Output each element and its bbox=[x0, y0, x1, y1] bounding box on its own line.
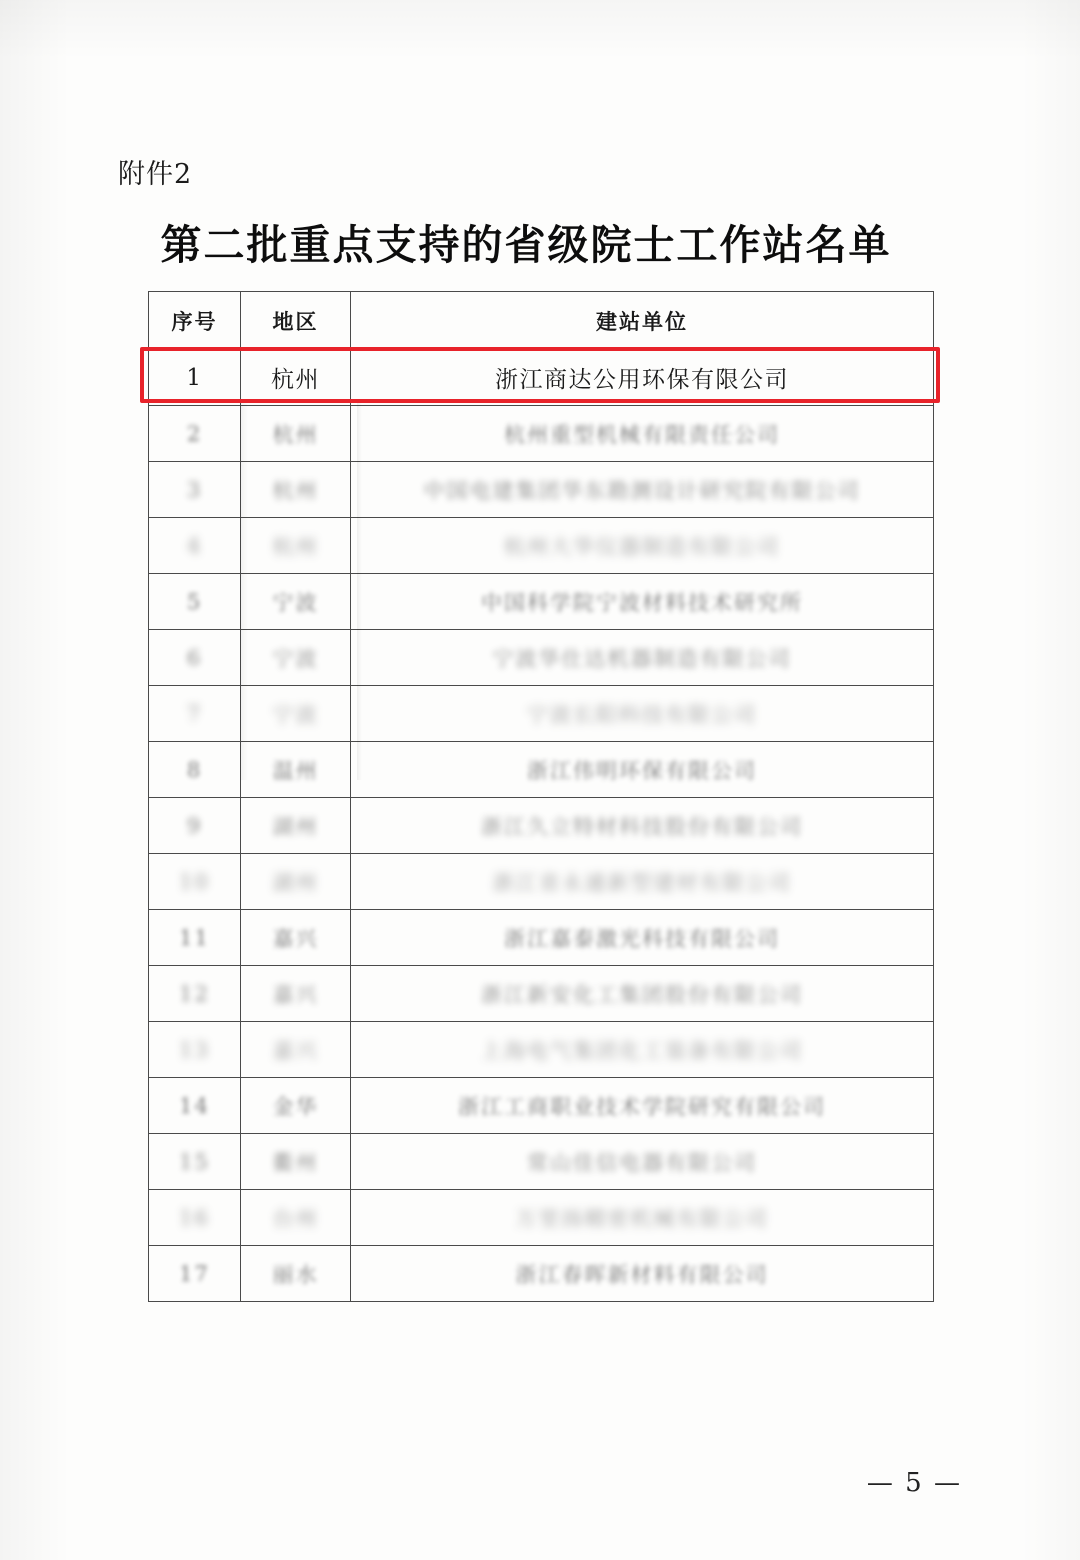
table-header bbox=[149, 292, 934, 350]
redacted-text: 温州 bbox=[272, 758, 319, 783]
cell-no: 1 bbox=[149, 350, 241, 406]
redacted-text: 杭州大华仪器制造有限公司 bbox=[504, 534, 780, 559]
cell-unit bbox=[351, 1246, 934, 1302]
redacted-text: 14 bbox=[179, 1093, 210, 1118]
cell-no bbox=[149, 742, 241, 798]
redacted-text: 5 bbox=[186, 589, 203, 614]
redacted-text: 3 bbox=[186, 477, 203, 502]
redacted-text: 丽水 bbox=[272, 1262, 319, 1287]
redacted-text: 杭州 bbox=[272, 478, 319, 503]
cell-region: 杭州 bbox=[241, 350, 351, 406]
cell-unit bbox=[351, 406, 934, 462]
cell-unit bbox=[351, 686, 934, 742]
cell-no bbox=[149, 798, 241, 854]
cell-no bbox=[149, 1022, 241, 1078]
table-row bbox=[149, 742, 934, 798]
redacted-text: 8 bbox=[186, 757, 203, 782]
cell-unit bbox=[351, 1190, 934, 1246]
cell-unit bbox=[351, 574, 934, 630]
redacted-text: 宁波长阳科技有限公司 bbox=[527, 702, 757, 727]
cell-region bbox=[241, 406, 351, 462]
redacted-text: 湖州 bbox=[272, 870, 319, 895]
table-row bbox=[149, 854, 934, 910]
cell-no bbox=[149, 574, 241, 630]
redacted-text: 6 bbox=[186, 645, 203, 670]
attachment-label: 附件2 bbox=[118, 159, 193, 190]
scan-shadow-top bbox=[0, 0, 1080, 60]
redacted-text: 浙江新安化工集团股份有限公司 bbox=[481, 982, 803, 1007]
cell-region bbox=[241, 1078, 351, 1134]
cell-region bbox=[241, 742, 351, 798]
cell-no bbox=[149, 518, 241, 574]
table-body bbox=[149, 350, 934, 1302]
redacted-text: 4 bbox=[186, 533, 203, 558]
redacted-text: 湖州 bbox=[272, 814, 319, 839]
redacted-text: 宁波 bbox=[272, 590, 319, 615]
cell-no bbox=[149, 686, 241, 742]
cell-region bbox=[241, 1022, 351, 1078]
redacted-text: 10 bbox=[179, 869, 210, 894]
redacted-text: 宁波 bbox=[272, 702, 319, 727]
table-row bbox=[149, 574, 934, 630]
column-header-region: 地区 bbox=[241, 292, 351, 350]
redacted-text: 浙江嘉泰激光科技有限公司 bbox=[504, 926, 780, 951]
cell-no bbox=[149, 1134, 241, 1190]
redacted-text: 嘉兴 bbox=[272, 982, 319, 1007]
redacted-text: 浙江工商职业技术学院研究有限公司 bbox=[458, 1094, 826, 1119]
cell-region bbox=[241, 518, 351, 574]
table-row bbox=[149, 966, 934, 1022]
cell-no bbox=[149, 1190, 241, 1246]
redacted-text: 浙江省永通新型建材有限公司 bbox=[492, 870, 792, 895]
cell-unit bbox=[351, 1022, 934, 1078]
table-row bbox=[149, 1078, 934, 1134]
redacted-text: 杭州重型机械有限责任公司 bbox=[504, 422, 780, 447]
cell-region bbox=[241, 1190, 351, 1246]
cell-region bbox=[241, 686, 351, 742]
table-row bbox=[149, 462, 934, 518]
table-row bbox=[149, 686, 934, 742]
cell-no bbox=[149, 630, 241, 686]
redacted-text: 嘉兴 bbox=[272, 1038, 319, 1063]
cell-region bbox=[241, 1246, 351, 1302]
cell-region bbox=[241, 798, 351, 854]
cell-no bbox=[149, 462, 241, 518]
redacted-text: 万里扬精密机械有限公司 bbox=[515, 1206, 769, 1231]
redacted-text: 杭州 bbox=[272, 422, 319, 447]
redacted-text: 杭州 bbox=[272, 534, 319, 559]
redacted-text: 12 bbox=[179, 981, 210, 1006]
redacted-text: 13 bbox=[179, 1037, 210, 1062]
table-row bbox=[149, 1190, 934, 1246]
cell-no bbox=[149, 406, 241, 462]
table-row bbox=[149, 1022, 934, 1078]
cell-region bbox=[241, 462, 351, 518]
redacted-text: 衢州 bbox=[272, 1150, 319, 1175]
redacted-text: 中国电建集团华东勘测设计研究院有限公司 bbox=[423, 478, 861, 503]
cell-unit bbox=[351, 742, 934, 798]
redacted-text: 浙江春晖新材料有限公司 bbox=[515, 1262, 769, 1287]
redacted-text: 金华 bbox=[272, 1094, 319, 1119]
table-row bbox=[149, 518, 934, 574]
table-row bbox=[149, 406, 934, 462]
table-row bbox=[149, 350, 934, 406]
cell-region bbox=[241, 966, 351, 1022]
cell-no bbox=[149, 966, 241, 1022]
redacted-text: 15 bbox=[179, 1149, 210, 1174]
cell-unit bbox=[351, 798, 934, 854]
redacted-text: 17 bbox=[179, 1261, 210, 1286]
cell-no bbox=[149, 1078, 241, 1134]
redacted-text: 台州 bbox=[272, 1206, 319, 1231]
redacted-text: 宁波华仕达机器制造有限公司 bbox=[492, 646, 792, 671]
cell-region bbox=[241, 630, 351, 686]
cell-region bbox=[241, 1134, 351, 1190]
redacted-text: 浙江伟明环保有限公司 bbox=[527, 758, 757, 783]
table-header-row bbox=[149, 292, 934, 350]
cell-unit bbox=[351, 966, 934, 1022]
cell-region bbox=[241, 854, 351, 910]
redacted-text: 中国科学院宁波材料技术研究所 bbox=[481, 590, 803, 615]
cell-region bbox=[241, 574, 351, 630]
redacted-text: 9 bbox=[186, 813, 203, 838]
cell-unit bbox=[351, 518, 934, 574]
table-row bbox=[149, 1134, 934, 1190]
cell-unit: 浙江商达公用环保有限公司 bbox=[351, 350, 934, 406]
column-header-no: 序号 bbox=[149, 292, 241, 350]
cell-no bbox=[149, 854, 241, 910]
redacted-text: 16 bbox=[179, 1205, 210, 1230]
redacted-text: 2 bbox=[186, 421, 203, 446]
cell-unit bbox=[351, 1134, 934, 1190]
table-row bbox=[149, 910, 934, 966]
cell-unit bbox=[351, 1078, 934, 1134]
table-row bbox=[149, 630, 934, 686]
cell-unit bbox=[351, 910, 934, 966]
redacted-text: 嘉兴 bbox=[272, 926, 319, 951]
redacted-text: 上海电气集团化工装备有限公司 bbox=[481, 1038, 803, 1063]
cell-unit bbox=[351, 854, 934, 910]
page-title: 第二批重点支持的省级院士工作站名单 bbox=[160, 221, 892, 269]
redacted-text: 浙江久立特材科技股份有限公司 bbox=[481, 814, 803, 839]
cell-region bbox=[241, 910, 351, 966]
table-row bbox=[149, 798, 934, 854]
column-header-unit: 建站单位 bbox=[351, 292, 934, 350]
cell-no bbox=[149, 910, 241, 966]
table-row bbox=[149, 1246, 934, 1302]
redacted-text: 宁波 bbox=[272, 646, 319, 671]
redacted-text: 11 bbox=[179, 925, 210, 950]
redacted-text: 常山佳信电器有限公司 bbox=[527, 1150, 757, 1175]
cell-unit bbox=[351, 462, 934, 518]
redacted-text: 7 bbox=[186, 701, 203, 726]
cell-unit bbox=[351, 630, 934, 686]
station-list-table bbox=[148, 291, 934, 1302]
page-number: — 5 — bbox=[866, 1468, 962, 1498]
cell-no bbox=[149, 1246, 241, 1302]
